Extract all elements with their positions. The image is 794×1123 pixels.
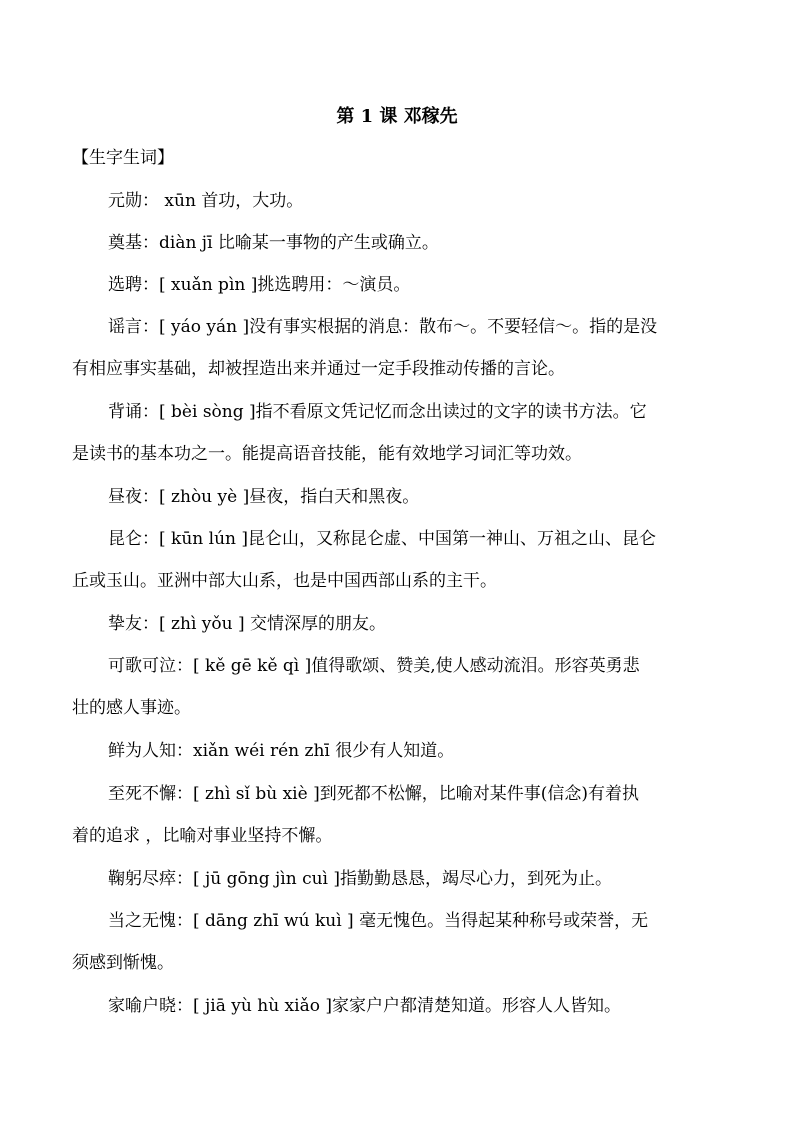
entry-line: 鲜为人知：xiǎn wéi rén zhī 很少有人知道。: [108, 741, 455, 761]
vocab-entry: [72, 645, 724, 729]
entry-line: 当之无愧：[ dāng zhī wú kuì ] 毫无愧色。当得起某种称号或荣誉，无: [108, 911, 649, 931]
entry-line: 谣言：[ yáo yán ]没有事实根据的消息：散布～。不要轻信～。指的是没: [108, 317, 658, 337]
lesson-title: 第 1 课 邓稼先: [336, 106, 458, 127]
entry-line: 昆仑：[ kūn lún ]昆仑山，又称昆仑虚、中国第一神山、万祖之山、昆仑: [108, 529, 657, 549]
section-heading: 【生字生词】: [72, 148, 174, 168]
entry-line: 丘或玉山。亚洲中部大山系，也是中国西部山系的主干。: [72, 571, 497, 591]
entry-line: 至死不懈：[ zhì sǐ bù xiè ]到死都不松懈，比喻对某件事(信念)有着执: [108, 784, 639, 804]
vocab-entry: [72, 306, 724, 390]
vocab-entry: [72, 603, 724, 645]
vocab-entry: [72, 858, 724, 900]
entry-line: 昼夜：[ zhòu yè ]昼夜，指白天和黑夜。: [108, 487, 420, 507]
vocab-entry: [72, 264, 724, 306]
vocab-entry: [72, 391, 724, 475]
vocab-entry: [72, 222, 724, 264]
entry-line: 壮的感人事迹。: [72, 698, 191, 718]
entry-line: 背诵：[ bèi sòng ]指不看原文凭记忆而念出读过的文字的读书方法。它: [108, 402, 647, 422]
vocab-entry: [72, 518, 724, 602]
vocab-entry: [72, 730, 724, 772]
vocab-entry: [72, 985, 724, 1027]
vocab-entry: [72, 900, 724, 984]
vocab-entry: [72, 180, 724, 222]
entry-line: 选聘：[ xuǎn pìn ]挑选聘用：～演员。: [108, 275, 411, 295]
vocab-entry: [72, 476, 724, 518]
entry-line: 着的追求 ，比喻对事业坚持不懈。: [72, 826, 333, 846]
entry-line: 奠基：diàn jī 比喻某一事物的产生或确立。: [108, 233, 439, 253]
entry-line: 挚友：[ zhì yǒu ] 交情深厚的朋友。: [108, 614, 387, 634]
vocab-entry: [72, 773, 724, 857]
entry-line: 可歌可泣：[ kě gē kě qì ]值得歌颂、赞美,使人感动流泪。形容英勇悲: [108, 656, 640, 676]
entry-line: 须感到惭愧。: [72, 953, 174, 973]
entry-line: 有相应事实基础，却被捏造出来并通过一定手段推动传播的言论。: [72, 359, 565, 379]
entry-line: 家喻户晓：[ jiā yù hù xiǎo ]家家户户都清楚知道。形容人人皆知。: [108, 996, 621, 1016]
entry-line: 是读书的基本功之一。能提高语音技能，能有效地学习词汇等功效。: [72, 444, 582, 464]
entry-line: 元勋： xūn 首功，大功。: [108, 191, 304, 211]
entry-line: 鞠躬尽瘁：[ jū gōng jìn cuì ]指勤勤恳恳，竭尽心力，到死为止。: [108, 869, 613, 889]
